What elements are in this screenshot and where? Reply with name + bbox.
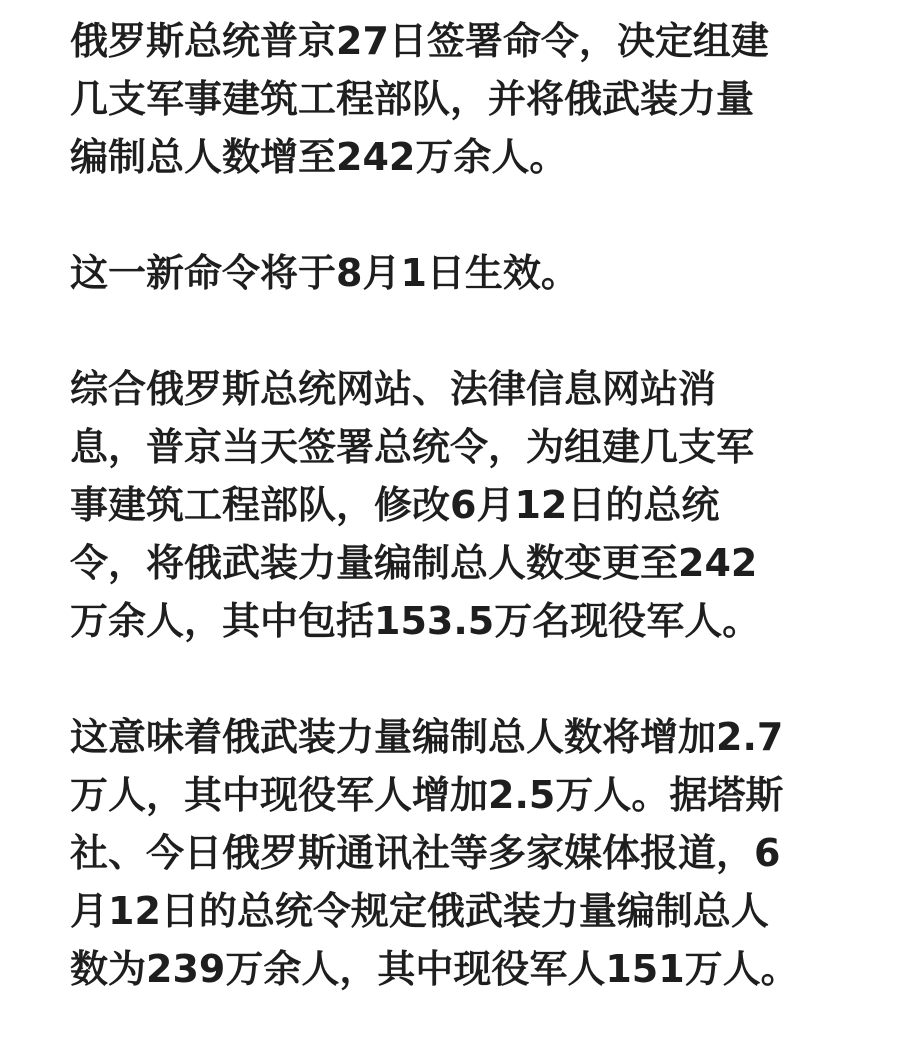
text-line: 月12日的总统令规定俄武装力量编制总人 (70, 889, 769, 933)
text-line: 事建筑工程部队，修改6月12日的总统 (70, 483, 720, 527)
text-line: 令，将俄武装力量编制总人数变更至242 (70, 541, 758, 585)
article-paragraph-2 (70, 244, 850, 302)
text-line: 这意味着俄武装力量编制总人数将增加2.7 (70, 715, 784, 759)
article-paragraph-4 (70, 708, 850, 998)
text-line: 万余人，其中包括153.5万名现役军人。 (70, 599, 761, 643)
text-line: 社、今日俄罗斯通讯社等多家媒体报道，6 (70, 831, 781, 875)
article-paragraph-1 (70, 12, 850, 186)
text-line: 俄罗斯总统普京27日签署命令，决定组建 (70, 19, 769, 63)
text-line: 编制总人数增至242万余人。 (70, 135, 568, 179)
article-paragraph-3 (70, 360, 850, 650)
text-line: 这一新命令将于8月1日生效。 (70, 251, 579, 295)
text-line: 万人，其中现役军人增加2.5万人。据塔斯 (70, 773, 784, 817)
text-line: 息，普京当天签署总统令，为组建几支军 (70, 425, 755, 469)
text-line: 数为239万余人，其中现役军人151万人。 (70, 947, 799, 991)
text-line: 综合俄罗斯总统网站、法律信息网站消 (70, 367, 717, 411)
text-line: 几支军事建筑工程部队，并将俄武装力量 (70, 77, 755, 121)
